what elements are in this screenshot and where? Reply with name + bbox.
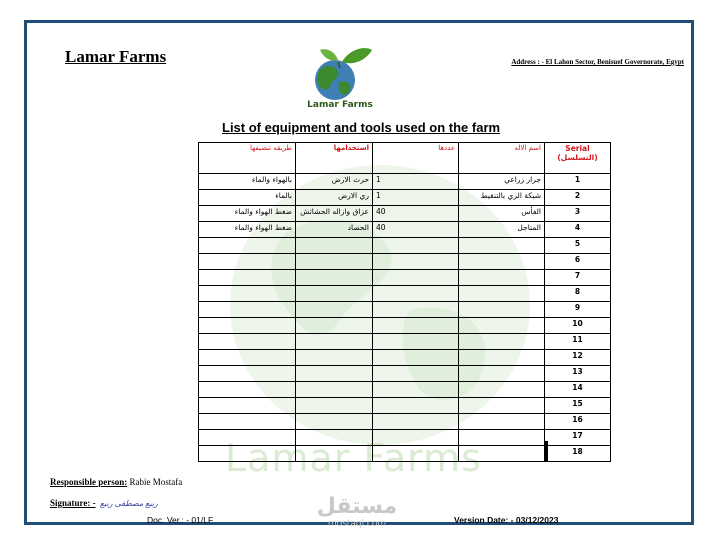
- header-cleaning-method: طريقه تنضيفها: [199, 143, 296, 174]
- cell-count: 1: [373, 174, 459, 190]
- table-row: [199, 366, 611, 382]
- document-title: List of equipment and tools used on the farm: [222, 120, 501, 135]
- table-row: [199, 270, 611, 286]
- cell-serial: 12: [545, 350, 611, 366]
- cell-tool-name: جرار زراعي: [459, 174, 545, 190]
- cell-tool-name: شبكة الري بالتنقيط: [459, 190, 545, 206]
- table-row: [199, 222, 611, 238]
- cell-cleaning-method: [199, 334, 296, 350]
- site-watermark-arabic: مستقل: [316, 494, 398, 519]
- equipment-table: [198, 142, 611, 462]
- responsible-name: Rabie Mostafa: [129, 477, 183, 487]
- cell-tool-name: [459, 350, 545, 366]
- cell-usage: عزاق وازاله الحشائش: [296, 206, 373, 222]
- cell-count: [373, 238, 459, 254]
- cell-cleaning-method: ضغط الهواء والماء: [199, 206, 296, 222]
- cell-usage: [296, 430, 373, 446]
- cell-count: [373, 254, 459, 270]
- cell-usage: [296, 414, 373, 430]
- cell-tool-name: [459, 366, 545, 382]
- cell-serial: 7: [545, 270, 611, 286]
- site-watermark-latin: mostaql.com: [327, 519, 387, 529]
- cell-tool-name: [459, 286, 545, 302]
- table-row: [199, 286, 611, 302]
- cell-tool-name: [459, 398, 545, 414]
- cell-serial: 3: [545, 206, 611, 222]
- cell-usage: [296, 446, 373, 462]
- address: Address : - El Lahon Sector, Benisuef Governorate, Egypt: [511, 58, 684, 66]
- cell-cleaning-method: [199, 446, 296, 462]
- cell-cleaning-method: [199, 398, 296, 414]
- table-row: [199, 334, 611, 350]
- table-row: [199, 382, 611, 398]
- cell-usage: [296, 286, 373, 302]
- table-row: [199, 302, 611, 318]
- cell-cleaning-method: بالماء: [199, 190, 296, 206]
- cell-tool-name: [459, 238, 545, 254]
- cell-count: [373, 350, 459, 366]
- cell-usage: [296, 302, 373, 318]
- text-cursor: [544, 441, 548, 462]
- cell-cleaning-method: [199, 318, 296, 334]
- cell-count: [373, 430, 459, 446]
- cell-serial: 18: [545, 446, 611, 462]
- cell-usage: حرث الارض: [296, 174, 373, 190]
- cell-count: [373, 382, 459, 398]
- cell-serial: 9: [545, 302, 611, 318]
- company-name: Lamar Farms: [65, 47, 167, 66]
- responsible-label: Responsible person:: [50, 477, 128, 487]
- cell-usage: [296, 366, 373, 382]
- cell-serial: 1: [545, 174, 611, 190]
- cell-count: [373, 270, 459, 286]
- cell-tool-name: [459, 382, 545, 398]
- cell-tool-name: [459, 414, 545, 430]
- signature-label: Signature: -: [50, 498, 96, 508]
- cell-tool-name: [459, 334, 545, 350]
- table-row: [199, 206, 611, 222]
- cell-cleaning-method: [199, 302, 296, 318]
- cell-tool-name: [459, 254, 545, 270]
- cell-count: [373, 302, 459, 318]
- cell-usage: ري الارض: [296, 190, 373, 206]
- cell-usage: [296, 254, 373, 270]
- cell-serial: 6: [545, 254, 611, 270]
- cell-count: [373, 446, 459, 462]
- cell-serial: 16: [545, 414, 611, 430]
- cell-cleaning-method: بالهواء والماء: [199, 174, 296, 190]
- cell-tool-name: [459, 270, 545, 286]
- cell-tool-name: [459, 318, 545, 334]
- site-watermark: [312, 495, 402, 529]
- version-date: Version Date: - 03/12/2023: [454, 515, 559, 525]
- cell-cleaning-method: [199, 350, 296, 366]
- cell-usage: [296, 382, 373, 398]
- table-row: [199, 318, 611, 334]
- doc-version: Doc. Ver.: - 01/LF: [147, 515, 214, 525]
- cell-usage: [296, 350, 373, 366]
- cell-usage: الحصاد: [296, 222, 373, 238]
- header-tool-name: اسم الاله: [459, 143, 545, 174]
- cell-cleaning-method: [199, 286, 296, 302]
- cell-cleaning-method: ضغط الهواء والماء: [199, 222, 296, 238]
- cell-cleaning-method: [199, 270, 296, 286]
- cell-count: [373, 334, 459, 350]
- table-row: [199, 174, 611, 190]
- cell-serial: 13: [545, 366, 611, 382]
- table-row: [199, 190, 611, 206]
- logo-text: Lamar Farms: [307, 100, 373, 110]
- cell-tool-name: [459, 430, 545, 446]
- signature: [50, 498, 158, 508]
- table-row: [199, 398, 611, 414]
- cell-serial: 17: [545, 430, 611, 446]
- cell-count: [373, 286, 459, 302]
- header-serial: Serial (التسلسل): [545, 143, 611, 174]
- cell-cleaning-method: [199, 238, 296, 254]
- table-row: [199, 414, 611, 430]
- cell-serial: 5: [545, 238, 611, 254]
- header-usage: استخدامها: [296, 143, 373, 174]
- cell-count: [373, 398, 459, 414]
- cell-tool-name: المناجل: [459, 222, 545, 238]
- cell-count: [373, 318, 459, 334]
- table-row: [199, 350, 611, 366]
- cell-cleaning-method: [199, 414, 296, 430]
- cell-serial: 14: [545, 382, 611, 398]
- cell-tool-name: الفأس: [459, 206, 545, 222]
- cell-serial: 4: [545, 222, 611, 238]
- cell-cleaning-method: [199, 430, 296, 446]
- cell-cleaning-method: [199, 254, 296, 270]
- cell-count: [373, 414, 459, 430]
- cell-serial: 2: [545, 190, 611, 206]
- cell-count: 1: [373, 190, 459, 206]
- cell-count: [373, 366, 459, 382]
- cell-serial: 8: [545, 286, 611, 302]
- cell-count: 40: [373, 222, 459, 238]
- cell-serial: 15: [545, 398, 611, 414]
- cell-serial: 10: [545, 318, 611, 334]
- cell-usage: [296, 238, 373, 254]
- cell-tool-name: [459, 302, 545, 318]
- header-count: عددها: [373, 143, 459, 174]
- cell-count: 40: [373, 206, 459, 222]
- table-row: [199, 446, 611, 462]
- table-row: [199, 238, 611, 254]
- cell-usage: [296, 318, 373, 334]
- cell-cleaning-method: [199, 366, 296, 382]
- signature-handwriting: ربيع مصطفى ربيع: [99, 499, 158, 508]
- cell-usage: [296, 398, 373, 414]
- cell-tool-name: [459, 446, 545, 462]
- cell-usage: [296, 270, 373, 286]
- brand-watermark: Lamar Farms: [225, 436, 482, 480]
- responsible-person: [50, 477, 182, 487]
- cell-cleaning-method: [199, 382, 296, 398]
- table-row: [199, 430, 611, 446]
- cell-usage: [296, 334, 373, 350]
- table-row: [199, 254, 611, 270]
- cell-serial: 11: [545, 334, 611, 350]
- table-header-row: [199, 143, 611, 174]
